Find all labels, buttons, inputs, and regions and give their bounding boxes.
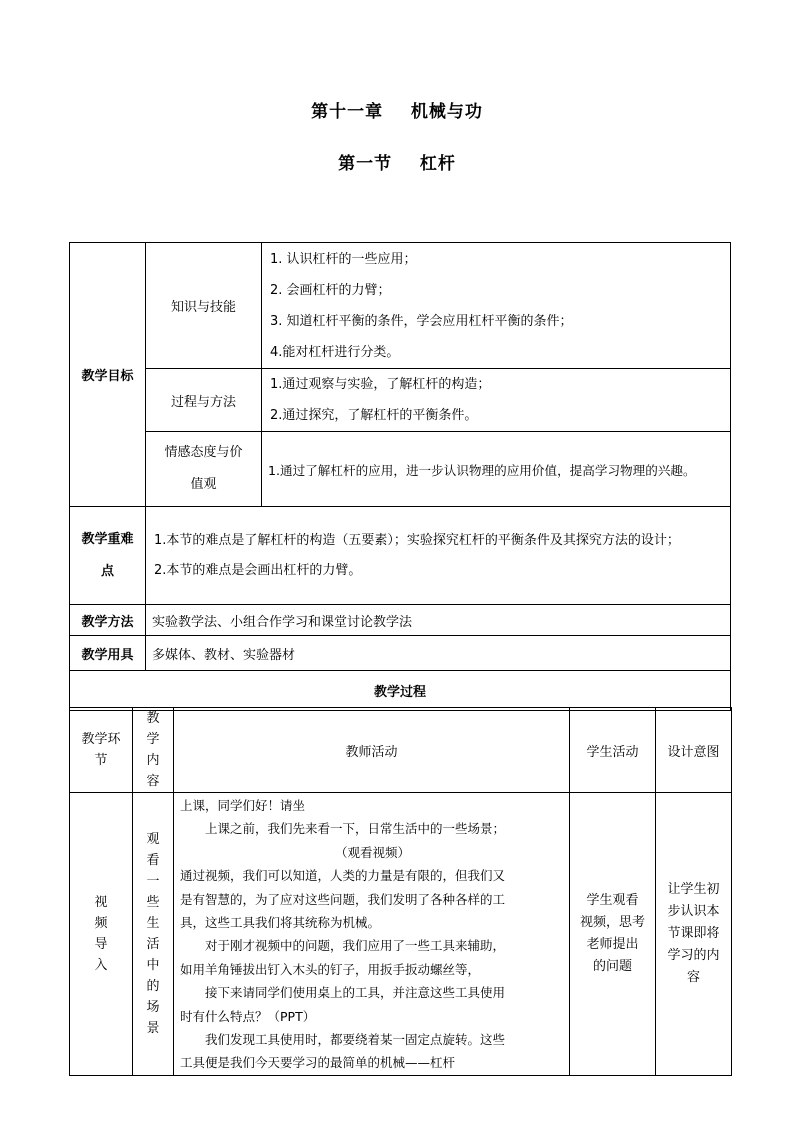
intent-line: 容 — [686, 969, 700, 985]
key-point: 2.本节的难点是会画出杠杆的力臂。 — [154, 562, 362, 578]
knowledge-item: 1. 认识杠杆的一些应用； — [270, 251, 417, 267]
content-char: 景 — [146, 1020, 160, 1036]
stage-char: 入 — [94, 957, 108, 973]
methods-text: 实验教学法、小组合作学习和课堂讨论教学法 — [146, 605, 731, 636]
process-title-row — [70, 671, 731, 711]
teacher-line: 对于刚才视频中的问题，我们应用了一些工具来辅助， — [205, 938, 506, 954]
tools-label: 教学用具 — [70, 636, 146, 671]
content-char: 中 — [146, 957, 160, 973]
objective-row-knowledge — [70, 243, 731, 369]
knowledge-item: 2. 会画杠杆的力臂； — [270, 282, 391, 298]
objectives-label: 教学目标 — [70, 243, 146, 507]
stage-header — [70, 708, 133, 793]
teacher-line: 接下来请同学们使用桌上的工具，并注意这些工具使用 — [205, 985, 506, 1001]
teacher-line: 具，这些工具我们将其统称为机械。 — [180, 915, 381, 931]
emotion-label-line: 值观 — [190, 477, 217, 492]
chapter-name: 机械与功 — [410, 102, 483, 122]
intent-line: 节课即将 — [667, 925, 720, 941]
stage-char: 导 — [94, 936, 108, 952]
intent-line: 让学生初 — [667, 881, 720, 897]
content-char: 看 — [146, 852, 160, 868]
stage-char: 视 — [94, 894, 108, 910]
content-header-char: 容 — [146, 774, 160, 789]
student-header: 学生活动 — [570, 708, 656, 793]
stage-header-line: 教学环 — [81, 732, 121, 747]
content-header — [133, 708, 174, 793]
content-char: 活 — [146, 936, 160, 952]
process-items — [262, 369, 731, 432]
intent-line: 步认识本 — [667, 903, 720, 919]
objective-row-emotion — [70, 432, 731, 507]
emotion-text: 1.通过了解杠杆的应用，进一步认识物理的应用价值，提高学习物理的兴趣。 — [262, 432, 731, 507]
content-char: 生 — [146, 915, 160, 931]
student-line: 老师提出 — [586, 936, 639, 952]
teacher-line: 上课，同学们好！请坐 — [180, 798, 306, 813]
teacher-line: 上课之前，我们先来看一下，日常生活中的一些场景； — [205, 821, 506, 837]
content-header-char: 内 — [146, 753, 160, 768]
design-intent — [656, 793, 732, 1076]
key-points-label-line: 点 — [100, 563, 114, 579]
knowledge-label: 知识与技能 — [146, 243, 262, 369]
teacher-activity — [174, 793, 570, 1076]
key-points-row — [70, 507, 731, 605]
key-points-content — [146, 507, 731, 605]
key-points-label-line: 教学重难 — [81, 531, 134, 547]
section-name: 杠杆 — [419, 154, 456, 174]
stage-char: 频 — [94, 915, 108, 931]
teacher-line: 工具便是我们今天要学习的最简单的机械——杠杆 — [180, 1055, 456, 1071]
content-header-char: 学 — [146, 732, 160, 747]
objective-row-process — [70, 369, 731, 432]
process-title: 教学过程 — [70, 671, 731, 711]
intent-line: 学习的内 — [667, 947, 720, 963]
student-line: 学生观看 — [586, 892, 639, 908]
methods-label: 教学方法 — [70, 605, 146, 636]
process-row-video — [70, 793, 732, 1076]
content-char: 观 — [146, 831, 160, 847]
process-header-row — [70, 708, 732, 793]
content-cell — [133, 793, 174, 1076]
content-char: 的 — [146, 978, 160, 994]
process-item: 2.通过探究，了解杠杆的平衡条件。 — [270, 408, 478, 423]
teacher-line: 如用羊角锤拔出钉入木头的钉子，用扳手扳动螺丝等， — [180, 961, 481, 977]
process-item: 1.通过观察与实验，了解杠杆的构造； — [270, 377, 491, 392]
chapter-title — [0, 97, 794, 122]
teacher-header: 教师活动 — [174, 708, 570, 793]
process-label: 过程与方法 — [146, 369, 262, 432]
knowledge-item: 3. 知道杠杆平衡的条件，学会应用杠杆平衡的条件； — [270, 313, 573, 329]
emotion-label — [146, 432, 262, 507]
tools-row — [70, 636, 731, 671]
teacher-line: 通过视频，我们可以知道，人类的力量是有限的，但我们又 — [180, 868, 506, 884]
student-line: 视频，思考 — [579, 914, 645, 930]
teacher-line: （观看视频） — [334, 844, 410, 860]
student-activity — [570, 793, 656, 1076]
section-number: 第一节 — [338, 154, 393, 174]
methods-row — [70, 605, 731, 636]
section-title — [0, 149, 794, 174]
chapter-number: 第十一章 — [311, 102, 384, 122]
process-table — [69, 707, 732, 1076]
content-char: 一 — [146, 873, 160, 889]
emotion-label-line: 情感态度与价 — [164, 445, 243, 460]
knowledge-item: 4.能对杠杆进行分类。 — [270, 344, 400, 360]
teacher-line: 我们发现工具使用时，都要绕着某一固定点旋转。这些 — [205, 1032, 506, 1048]
stage-cell — [70, 793, 133, 1076]
tools-text: 多媒体、教材、实验器材 — [146, 636, 731, 671]
intent-header: 设计意图 — [656, 708, 732, 793]
teacher-line: 时有什么特点？（PPT） — [180, 1008, 316, 1024]
content-header-char: 教 — [146, 711, 160, 726]
stage-header-line: 节 — [94, 753, 108, 768]
key-point: 1.本节的难点是了解杠杆的构造（五要素）；实验探究杠杆的平衡条件及其探究方法的设计； — [154, 532, 680, 548]
content-char: 场 — [146, 999, 160, 1015]
student-line: 的问题 — [592, 958, 632, 974]
teacher-line: 是有智慧的，为了应对这些问题，我们发明了各种各样的工 — [180, 891, 506, 907]
key-points-label — [70, 507, 146, 605]
lesson-plan-table — [69, 242, 731, 711]
knowledge-items — [262, 243, 731, 369]
content-char: 些 — [146, 894, 160, 910]
